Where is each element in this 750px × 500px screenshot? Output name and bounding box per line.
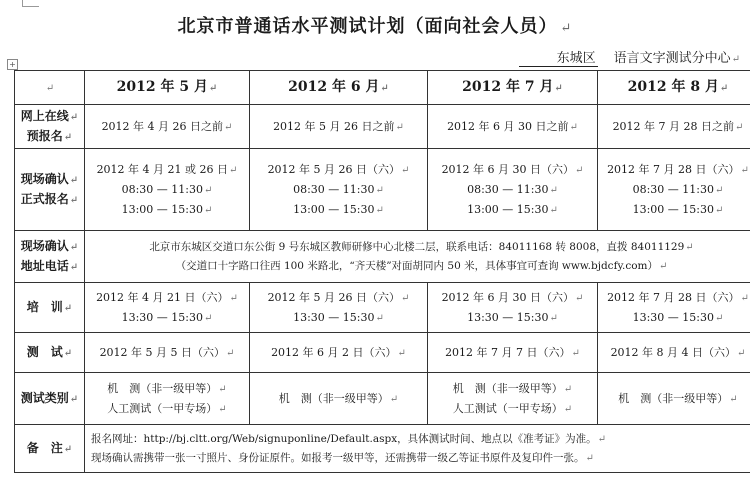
row-label-line-text: 地址电话 — [20, 258, 69, 273]
row-label-cell — [15, 231, 85, 283]
paragraph-mark-icon: ↵ — [597, 433, 607, 445]
row-label-cell — [15, 373, 85, 425]
cell-line-text: 13:30 — 15:30 — [293, 310, 375, 324]
paragraph-mark-icon: ↵ — [395, 121, 404, 133]
cell-line-text: 人工测试（一甲专场） — [107, 401, 218, 415]
cell-line-text: 08:30 — 11:30 — [632, 182, 714, 196]
cell-line — [430, 399, 595, 419]
cell-line — [600, 160, 750, 180]
notes-cell — [85, 425, 750, 473]
schedule-cell — [250, 283, 428, 333]
table-row-notes — [15, 425, 750, 473]
month-header-cell — [598, 71, 750, 105]
paragraph-mark-icon: ↵ — [731, 54, 740, 65]
row-label-line — [17, 343, 82, 363]
paragraph-mark-icon: ↵ — [204, 184, 213, 196]
cell-line-text: 2012 年 7 月 28 日之前 — [612, 119, 735, 133]
paragraph-mark-icon: ↵ — [719, 82, 729, 94]
month-header-cell — [250, 71, 428, 105]
paragraph-mark-icon: ↵ — [229, 292, 238, 304]
cell-line — [430, 308, 595, 328]
cell-line — [252, 288, 425, 308]
row-label-line-text: 现场确认 — [20, 238, 69, 253]
cell-line-text: 2012 年 8 月 4 日（六） — [610, 345, 737, 359]
paragraph-mark-icon: ↵ — [204, 204, 213, 216]
paragraph-mark-icon: ↵ — [740, 164, 749, 176]
cell-line — [600, 200, 750, 220]
paragraph-mark-icon: ↵ — [715, 184, 724, 196]
paragraph-mark-icon: ↵ — [63, 347, 73, 359]
page-corner-mark — [22, 0, 39, 7]
row-label-line-text: 测 试 — [26, 344, 63, 359]
cell-line — [430, 117, 595, 137]
cell-line — [430, 200, 595, 220]
row-label-line-text: 测试类别 — [20, 390, 69, 405]
address-line-text: 北京市东城区交道口东公街 9 号东城区教师研修中心北楼二层，联系电话：84011168 转 8008，直拨 84011129 — [149, 240, 685, 253]
cell-line-text: 2012 年 6 月 30 日（六） — [441, 290, 575, 304]
paragraph-mark-icon: ↵ — [554, 82, 563, 94]
paragraph-mark-icon: ↵ — [204, 312, 213, 324]
note-line — [91, 449, 750, 468]
row-label-cell — [15, 149, 85, 231]
paragraph-mark-icon: ↵ — [208, 82, 218, 94]
paragraph-mark-icon: ↵ — [549, 204, 558, 216]
cell-line-text: 2012 年 6 月 30 日（六） — [441, 162, 575, 176]
cell-line-text: 13:00 — 15:30 — [293, 202, 375, 216]
row-label-line-text: 备 注 — [26, 440, 63, 455]
table-row-category — [15, 373, 750, 425]
paragraph-mark-icon: ↵ — [575, 164, 584, 176]
cell-line-text: 08:30 — 11:30 — [467, 182, 549, 196]
schedule-cell — [598, 149, 750, 231]
paragraph-mark-icon: ↵ — [45, 82, 55, 94]
schedule-cell — [85, 333, 250, 373]
cell-line — [252, 160, 425, 180]
paragraph-mark-icon: ↵ — [569, 121, 578, 133]
cell-line — [600, 180, 750, 200]
paragraph-mark-icon: ↵ — [375, 184, 384, 196]
note-line-text: 报名网址：http://bj.cltt.org/Web/signuponline/Default.aspx，具体测试时间、地点以《准考证》为准。 — [91, 432, 597, 445]
cell-line-text: 13:30 — 15:30 — [467, 310, 549, 324]
cell-line-text: 机 测（非一级甲等） — [107, 381, 218, 395]
paragraph-mark-icon: ↵ — [685, 241, 694, 253]
cell-line — [87, 288, 247, 308]
month-header: 2012 年 8 月 — [627, 78, 719, 95]
cell-line — [87, 343, 247, 363]
cell-line-text: 2012 年 5 月 5 日（六） — [99, 345, 226, 359]
row-label-line — [17, 190, 82, 210]
paragraph-mark-icon: ↵ — [69, 174, 79, 186]
schedule-cell — [598, 373, 750, 425]
cell-line — [252, 308, 425, 328]
address-line — [87, 238, 750, 257]
schedule-cell — [250, 105, 428, 149]
schedule-cell — [598, 283, 750, 333]
month-header-cell — [85, 71, 250, 105]
table-row-online — [15, 105, 750, 149]
cell-line — [252, 180, 425, 200]
schedule-cell — [250, 333, 428, 373]
cell-line — [600, 288, 750, 308]
cell-line-text: 2012 年 4 月 21 或 26 日 — [96, 162, 229, 176]
row-label-cell — [15, 105, 85, 149]
paragraph-mark-icon: ↵ — [389, 393, 399, 405]
schedule-cell — [428, 333, 598, 373]
paragraph-mark-icon: ↵ — [659, 260, 668, 272]
cell-line-text: 2012 年 5 月 26 日之前 — [273, 119, 395, 133]
cell-line-text: 13:30 — 15:30 — [121, 310, 203, 324]
paragraph-mark-icon: ↵ — [69, 111, 79, 123]
schedule-cell — [85, 105, 250, 149]
paragraph-mark-icon: ↵ — [560, 21, 573, 36]
note-line — [91, 430, 750, 449]
schedule-cell — [85, 149, 250, 231]
row-label-line — [17, 170, 82, 190]
table-header-row — [15, 71, 750, 105]
cell-line — [600, 308, 750, 328]
month-header-cell — [428, 71, 598, 105]
cell-line — [430, 343, 595, 363]
schedule-cell — [85, 283, 250, 333]
schedule-cell — [85, 373, 250, 425]
cell-line — [87, 379, 247, 399]
paragraph-mark-icon: ↵ — [563, 383, 573, 395]
cell-line-text: 机 测（非一级甲等） — [452, 381, 563, 395]
table-row-address — [15, 231, 750, 283]
row-label-cell — [15, 425, 85, 473]
paragraph-mark-icon: ↵ — [401, 164, 410, 176]
cell-line-text: 机 测（非一级甲等） — [618, 391, 729, 405]
row-label-line — [17, 389, 82, 409]
paragraph-mark-icon: ↵ — [69, 194, 79, 206]
page-title: 北京市普通话水平测试计划（面向社会人员） ↵ — [177, 16, 573, 37]
test-center-name: 语言文字测试分中心 — [613, 51, 731, 66]
cell-line — [430, 288, 595, 308]
row-label-line — [17, 439, 82, 459]
table-move-handle-icon[interactable]: + — [7, 59, 18, 70]
cell-line-text: 2012 年 6 月 2 日（六） — [271, 345, 397, 359]
paragraph-mark-icon: ↵ — [549, 312, 558, 324]
paragraph-mark-icon: ↵ — [69, 241, 79, 253]
cell-line — [252, 117, 425, 137]
paragraph-mark-icon: ↵ — [740, 292, 749, 304]
cell-line-text: 2012 年 4 月 26 日之前 — [101, 119, 224, 133]
paragraph-mark-icon: ↵ — [380, 82, 389, 94]
cell-line-text: 13:00 — 15:30 — [632, 202, 714, 216]
address-cell — [85, 231, 750, 283]
row-label-line — [17, 257, 82, 277]
cell-line — [430, 379, 595, 399]
paragraph-mark-icon: ↵ — [575, 292, 584, 304]
cell-line — [87, 180, 247, 200]
month-header: 2012 年 5 月 — [116, 78, 208, 95]
schedule-cell — [598, 105, 750, 149]
cell-line — [87, 399, 247, 419]
cell-line-text: 2012 年 5 月 26 日（六） — [267, 290, 401, 304]
paragraph-mark-icon: ↵ — [549, 184, 558, 196]
cell-line-text: 人工测试（一甲专场） — [452, 401, 563, 415]
cell-line — [252, 389, 425, 409]
paragraph-mark-icon: ↵ — [563, 403, 573, 415]
paragraph-mark-icon: ↵ — [224, 121, 233, 133]
address-line — [87, 257, 750, 276]
cell-line-text: 13:00 — 15:30 — [467, 202, 549, 216]
schedule-table — [14, 70, 750, 473]
header-corner-cell — [15, 71, 85, 105]
cell-line-text: 13:30 — 15:30 — [632, 310, 714, 324]
paragraph-mark-icon: ↵ — [218, 383, 227, 395]
month-header: 2012 年 7 月 — [462, 78, 554, 95]
paragraph-mark-icon: ↵ — [585, 452, 594, 464]
row-label-line-text: 网上在线 — [20, 108, 69, 123]
schedule-cell — [250, 373, 428, 425]
schedule-cell — [250, 149, 428, 231]
paragraph-mark-icon: ↵ — [715, 312, 724, 324]
row-label-line — [17, 298, 82, 318]
paragraph-mark-icon: ↵ — [63, 131, 73, 143]
cell-line-text: 13:00 — 15:30 — [121, 202, 203, 216]
paragraph-mark-icon: ↵ — [397, 347, 406, 359]
paragraph-mark-icon: ↵ — [69, 261, 79, 273]
cell-line — [600, 117, 750, 137]
cell-line-text: 2012 年 7 月 28 日（六） — [607, 162, 740, 176]
cell-line-text: 08:30 — 11:30 — [293, 182, 375, 196]
cell-line — [252, 200, 425, 220]
paragraph-mark-icon: ↵ — [375, 204, 384, 216]
cell-line — [87, 117, 247, 137]
paragraph-mark-icon: ↵ — [226, 347, 235, 359]
paragraph-mark-icon: ↵ — [218, 403, 227, 415]
cell-line-text: 机 测（非一级甲等） — [278, 391, 389, 405]
paragraph-mark-icon: ↵ — [735, 121, 744, 133]
cell-line-text: 2012 年 7 月 7 日（六） — [445, 345, 571, 359]
row-label-line-text: 正式报名 — [20, 191, 69, 206]
page-subtitle — [519, 47, 740, 67]
paragraph-mark-icon: ↵ — [571, 347, 580, 359]
cell-line — [430, 180, 595, 200]
row-label-cell — [15, 333, 85, 373]
row-label-cell — [15, 283, 85, 333]
paragraph-mark-icon: ↵ — [737, 347, 746, 359]
month-header: 2012 年 6 月 — [288, 78, 380, 95]
paragraph-mark-icon: ↵ — [729, 393, 738, 405]
table-row-training — [15, 283, 750, 333]
paragraph-mark-icon: ↵ — [375, 312, 384, 324]
district-name: 东城区 — [519, 47, 598, 67]
schedule-cell — [428, 149, 598, 231]
note-line-text: 现场确认需携带一张一寸照片、身份证原件。如报考一级甲等，还需携带一级乙等证书原件及复印件一张。 — [91, 451, 585, 464]
address-line-text: （交道口十字路口往西 100 米路北，“齐天楼”对面胡同内 50 米，具体事宜可查询 www.bjdcfy.com） — [175, 259, 658, 272]
cell-line — [87, 200, 247, 220]
cell-line-text: 2012 年 7 月 28 日（六） — [607, 290, 740, 304]
cell-line — [600, 343, 750, 363]
cell-line — [87, 308, 247, 328]
paragraph-mark-icon: ↵ — [69, 393, 79, 405]
row-label-line-text: 培 训 — [26, 299, 63, 314]
schedule-cell — [598, 333, 750, 373]
paragraph-mark-icon: ↵ — [63, 302, 73, 314]
cell-line-text: 2012 年 6 月 30 日之前 — [447, 119, 569, 133]
cell-line-text: 08:30 — 11:30 — [121, 182, 203, 196]
paragraph-mark-icon: ↵ — [63, 443, 73, 455]
cell-line — [430, 160, 595, 180]
schedule-cell — [428, 283, 598, 333]
table-row-confirm — [15, 149, 750, 231]
schedule-cell — [428, 105, 598, 149]
paragraph-mark-icon: ↵ — [401, 292, 410, 304]
paragraph-mark-icon: ↵ — [715, 204, 724, 216]
cell-line — [252, 343, 425, 363]
cell-line — [600, 389, 750, 409]
row-label-line-text: 现场确认 — [20, 171, 69, 186]
row-label-line-text: 预报名 — [26, 128, 63, 143]
row-label-line — [17, 127, 82, 147]
row-label-line — [17, 107, 82, 127]
table-row-test — [15, 333, 750, 373]
schedule-cell — [428, 373, 598, 425]
row-label-line — [17, 237, 82, 257]
cell-line-text: 2012 年 4 月 21 日（六） — [96, 290, 229, 304]
paragraph-mark-icon: ↵ — [229, 164, 238, 176]
cell-line-text: 2012 年 5 月 26 日（六） — [267, 162, 401, 176]
cell-line — [87, 160, 247, 180]
